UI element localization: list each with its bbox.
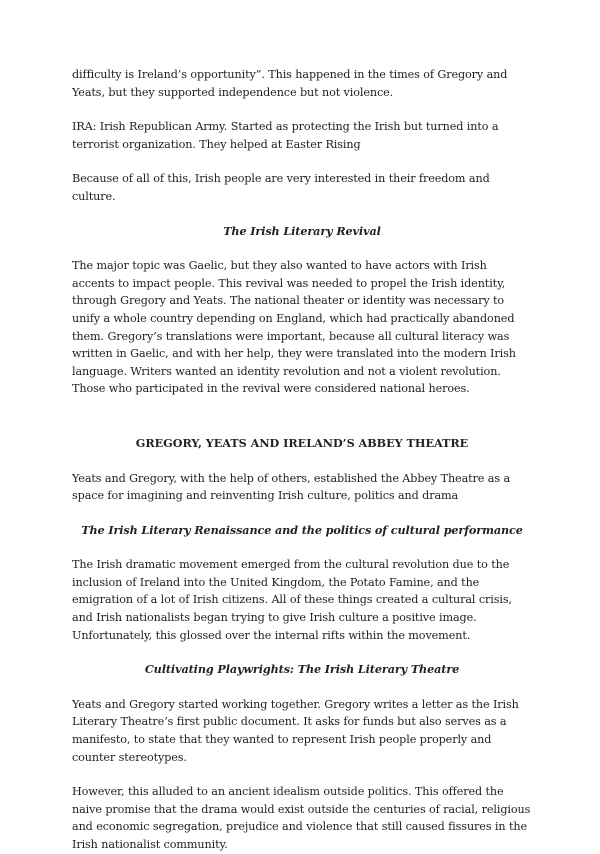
paragraph-gregory-letter: Yeats and Gregory started working together. Gregory writes a letter as the Irish Literary Theatre’s first public document. It asks for funds but also serves as a manifesto, to state that they wanted to represent Irish people properly and counter stereotypes. — [72, 697, 519, 764]
paragraph-gaelic-revival: The major topic was Gaelic, but they also wanted to have actors with Irish accents to impact people. This revival was needed to propel the Irish identity, through Gregory and Yeats. The national theater or identity was necessary to unify a whole country depending on England, which had practically abandoned them. Gregory’s translations were important, because all cultural literacy was written in Gaelic, and with her help, they were translated into the modern Irish language. Writers wanted an identity revolution and not a violent revolution. Those who participated in the revival were considered national heroes. — [72, 259, 516, 396]
heading-irish-literary-revival: The Irish Literary Revival — [223, 223, 381, 238]
paragraph-ancient-idealism: However, this alluded to an ancient idealism outside politics. This offered the naive promise that the drama would exist outside the centuries of racial, religious and economic segregation, prejudice and violence that still caused fissures in the Irish nationalist community. — [72, 785, 531, 851]
document-page — [72, 66, 532, 854]
paragraph-freedom-culture: Because of all of this, Irish people are very interested in their freedom and culture. — [72, 172, 490, 203]
paragraph-dramatic-movement: The Irish dramatic movement emerged from the cultural revolution due to the inclusion of Ireland into the United Kingdom, the Potato Famine, and the emigration of a lot of Irish citizens. All of these things created a cultural crisis, and Irish nationalists began trying to give Irish culture a positive image. Unfortunately, this glossed over the internal rifts within the movement. — [72, 558, 512, 642]
paragraph-ira: IRA: Irish Republican Army. Started as protecting the Irish but turned into a terrorist organization. They helped at Easter Rising — [72, 120, 499, 151]
heading-cultivating-playwrights: Cultivating Playwrights: The Irish Literary Theatre — [144, 662, 460, 677]
paragraph-ireland-opportunity: difficulty is Ireland’s opportunity”. This happened in the times of Gregory and Yeats, but they supported independence but not violence. — [72, 68, 508, 99]
heading-abbey-theatre: GREGORY, YEATS AND IRELAND’S ABBEY THEATRE — [135, 435, 469, 450]
heading-literary-renaissance: The Irish Literary Renaissance and the politics of cultural performance — [81, 522, 523, 537]
paragraph-abbey-established: Yeats and Gregory, with the help of others, established the Abbey Theatre as a space for imagining and reinventing Irish culture, politics and drama — [72, 471, 511, 503]
